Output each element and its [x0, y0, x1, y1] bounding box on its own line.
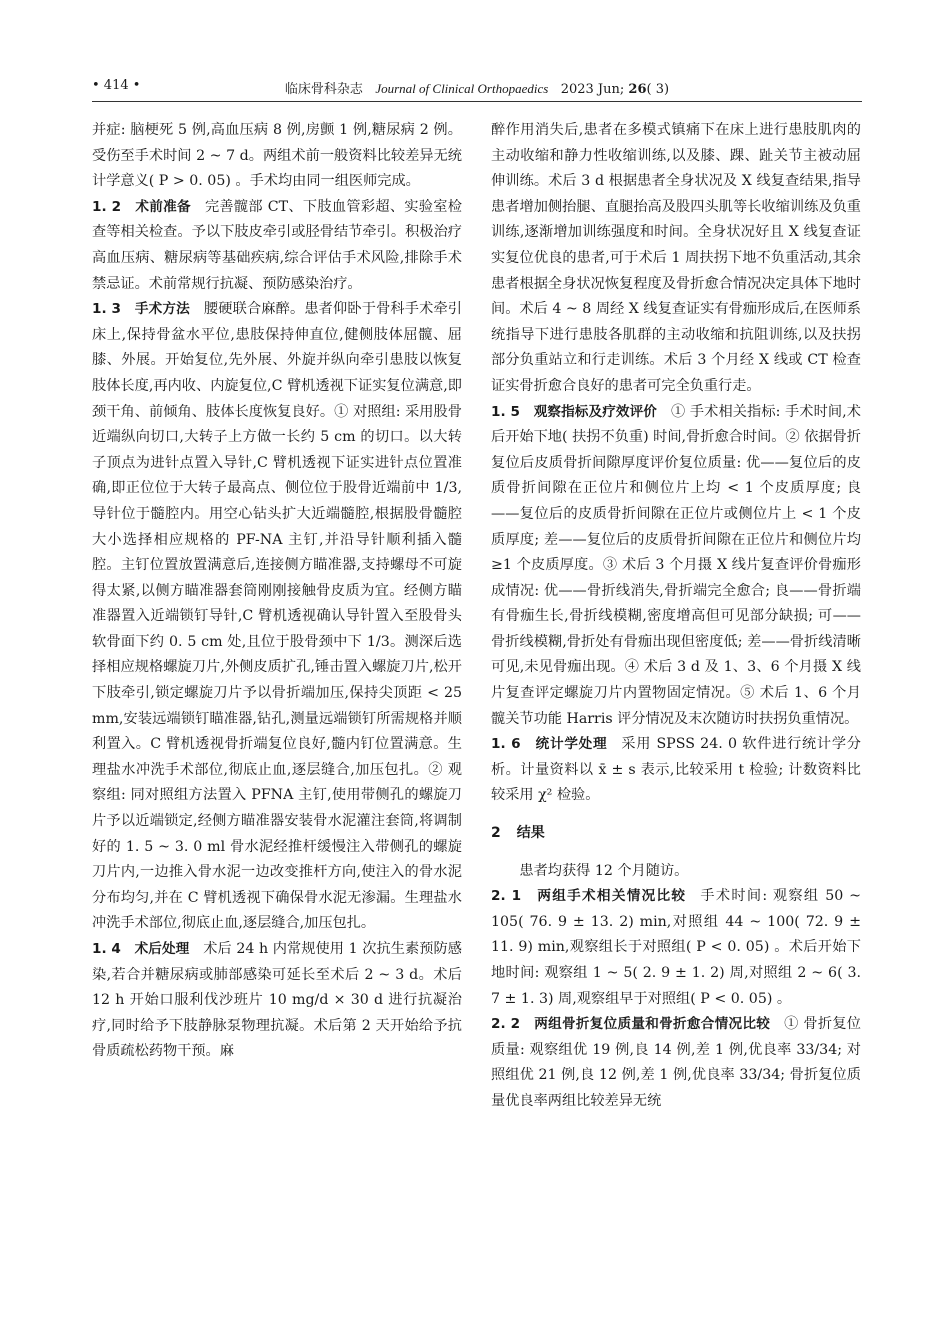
journal-title-en: Journal of Clinical Orthopaedics — [375, 81, 549, 96]
section-text: 采用 SPSS 24. 0 软件进行统计学分析。计量资料以 x̄ ± s 表示,比较采用 t 检验; 计数资料比较采用 χ² 检验。 — [491, 736, 861, 804]
issue-year: 2023 Jun; — [560, 82, 625, 97]
section-text: 完善髋部 CT、下肢血管彩超、实验室检查等相关检查。予以下肢皮牵引或胫骨结节牵引。积极治疗高血压病、糖尿病等基础疾病,综合评估手术风险,排除手术禁忌证。术前常规行抗凝、预防感染治疗。 — [92, 198, 462, 292]
section-2-1 — [491, 884, 861, 1012]
section-heading: 2. 1 两组手术相关情况比较 — [491, 888, 687, 905]
section-text: ① 手术相关指标: 手术时间,术后开始下地( 扶拐不负重) 时间,骨折愈合时间。② 依据骨折复位后皮质骨折间隙厚度评价复位质量: 优——复位后的皮质骨折间隙在正位片和侧位片上均 < 1 个皮质厚度; 良——复位后的皮质骨折间隙在正位片或侧位片上 < 1 个皮质厚度; 差——复位后的皮质骨折间隙在正位片和侧位片均≥1 个皮质厚度。③ 术后 3 个月摄 X 线片复查评价骨痂形成情况: 优——骨折线消失,骨折端完全愈合; 良——骨折端有骨痂生长,骨折线模糊,密度增高但可见部分缺损; 可——骨折线模糊,骨折处有骨痂出现但密度低; 差——骨折线清晰可见,未见骨痂出现。④ 术后 3 d 及 1、3、6 个月摄 X 线片复查评定螺旋刀片内置物固定情况。⑤ 术后 1、6 个月髋关节功能 Harris 评分情况及末次随访时扶拐负重情况。 — [491, 403, 861, 727]
section-1-4 — [92, 937, 462, 1065]
section-1-2 — [92, 195, 462, 297]
section-title: 结果 — [516, 825, 545, 842]
section-heading: 1. 5 观察指标及疗效评价 — [491, 403, 657, 420]
section-text: 手术时间: 观察组 50 ~ 105( 76. 9 ± 13. 2) min,对照组 44 ~ 100( 72. 9 ± 11. 9) min,观察组长于对照组( P < 0. 05) 。术后开始下地时间: 观察组 1 ~ 5( 2. 9 ± 1. 2) 周,对照组 2 ~ 6( 3. 7 ± 1. 3) 周,观察组早于对照组( P < 0. 05) 。 — [491, 888, 861, 1007]
section-heading: 1. 2 术前准备 — [92, 198, 191, 215]
section-text: 腰硬联合麻醉。患者仰卧于骨科手术牵引床上,保持骨盆水平位,患肢保持伸直位,健侧肢体屈髋、屈膝、外展。开始复位,先外展、外旋并纵向牵引患肢以恢复肢体长度,再内收、内旋复位,C 臂机透视下证实复位满意,即颈干角、前倾角、肢体长度恢复良好。① 对照组: 采用股骨近端纵向切口,大转子上方做一长约 5 cm 的切口。以大转子顶点为进针点置入导针,C 臂机透视下证实进针点位置准确,即正位位于大转子最高点、侧位位于股骨近端前中 1/3,导针位于髓腔内。用空心钻头扩大近端髓腔,根据股骨髓腔大小选择相应规格的 PF-NA 主钉,并沿导针顺利插入髓腔。主钉位置放置满意后,连接侧方瞄准器,支持螺母不可旋得太紧,以侧方瞄准器套筒刚刚接触骨皮质为宜。经侧方瞄准器置入近端锁钉导针,C 臂机透视确认导针置入至股骨头软骨面下约 0. 5 cm 处,且位于股骨颈中下 1/3。测深后选择相应规格螺旋刀片,外侧皮质扩孔,锤击置入螺旋刀片,松开下肢牵引,锁定螺旋刀片予以骨折端加压,保持尖顶距 < 25 mm,安装远端锁钉瞄准器,钻孔,测量远端锁钉所需规格并顺利置入。C 臂机透视骨折端复位良好,髓内钉位置满意。生理盐水冲洗手术部位,彻底止血,逐层缝合,加压包扎。② 观察组: 同对照组方法置入 PFNA 主钉,使用带侧孔的螺旋刀片予以近端锁定,经侧方瞄准器安装骨水泥灌注套筒,将调制好的 1. 5 ~ 3. 0 ml 骨水泥经推杆缓慢注入带侧孔的螺旋刀片内,一边推入骨水泥一边改变推杆方向,使注入的骨水泥分布均匀,并在 C 臂机透视下确保骨水泥无渗漏。生理盐水冲洗手术部位,彻底止血,逐层缝合,加压包扎。 — [92, 301, 462, 932]
section-heading: 1. 4 术后处理 — [92, 941, 190, 957]
header-rule — [92, 101, 862, 102]
paragraph-continued: 并症: 脑梗死 5 例,高血压病 8 例,房颤 1 例,糖尿病 2 例。受伤至手术时间 2 ~ 7 d。两组术前一般资料比较差异无统计学意义( P > 0. 05) 。手术均由同一组医师完成。 — [92, 122, 462, 190]
journal-title-cn: 临床骨科杂志 — [284, 82, 363, 97]
page-number: • 414 • — [92, 78, 141, 93]
issue-number: ( 3) — [646, 82, 670, 97]
right-column — [491, 118, 861, 1115]
section-heading: 1. 6 统计学处理 — [491, 736, 608, 753]
section-heading: 2. 2 两组骨折复位质量和骨折愈合情况比较 — [491, 1016, 771, 1033]
section-text: 术后 24 h 内常规使用 1 次抗生素预防感染,若合并糖尿病或肺部感染可延长至术后 2 ~ 3 d。术后 12 h 开始口服利伐沙班片 10 mg/d × 30 d 进行抗凝治疗,同时给予下肢静脉泵物理抗凝。术后第 2 天开始给予抗骨质疏松药物干预。麻 — [92, 941, 462, 1060]
section-2-heading — [491, 821, 861, 847]
section-1-3 — [92, 297, 462, 937]
paragraph-continued: 醉作用消失后,患者在多模式镇痛下在床上进行患肢肌肉的主动收缩和静力性收缩训练,以及膝、踝、趾关节主被动屈伸训练。术后 3 d 根据患者全身状况及 X 线复查结果,指导患者增加侧抬腿、直腿抬高及股四头肌等长收缩训练及负重训练,逐渐增加训练强度和时间。全身状况好且 X 线复查证实复位优良的患者,可于术后 1 周扶拐下地不负重活动,其余患者根据全身状况恢复程度及骨折愈合情况决定具体下地时间。术后 4 ~ 8 周经 X 线复查证实有骨痂形成后,在医师系统指导下进行患肢各肌群的主动收缩和抗阻训练,以及扶拐部分负重站立和行走训练。术后 3 个月经 X 线或 CT 检查证实骨折愈合良好的患者可完全负重行走。 — [491, 122, 861, 394]
section-heading: 1. 3 手术方法 — [92, 301, 190, 318]
section-2-2 — [491, 1012, 861, 1114]
section-1-5 — [491, 400, 861, 733]
section-1-6 — [491, 732, 861, 809]
section-text: ① 骨折复位质量: 观察组优 19 例,良 14 例,差 1 例,优良率 33/34; 对照组优 21 例,良 12 例,差 1 例,优良率 33/34; 骨折复位质量优良率两组比较差异无统 — [491, 1016, 861, 1109]
section-number: 2 — [491, 825, 501, 842]
journal-title — [92, 78, 862, 97]
running-header — [92, 78, 862, 100]
issue-volume: 26 — [628, 82, 647, 97]
left-column — [92, 118, 462, 1065]
results-intro: 患者均获得 12 个月随访。 — [519, 862, 689, 879]
